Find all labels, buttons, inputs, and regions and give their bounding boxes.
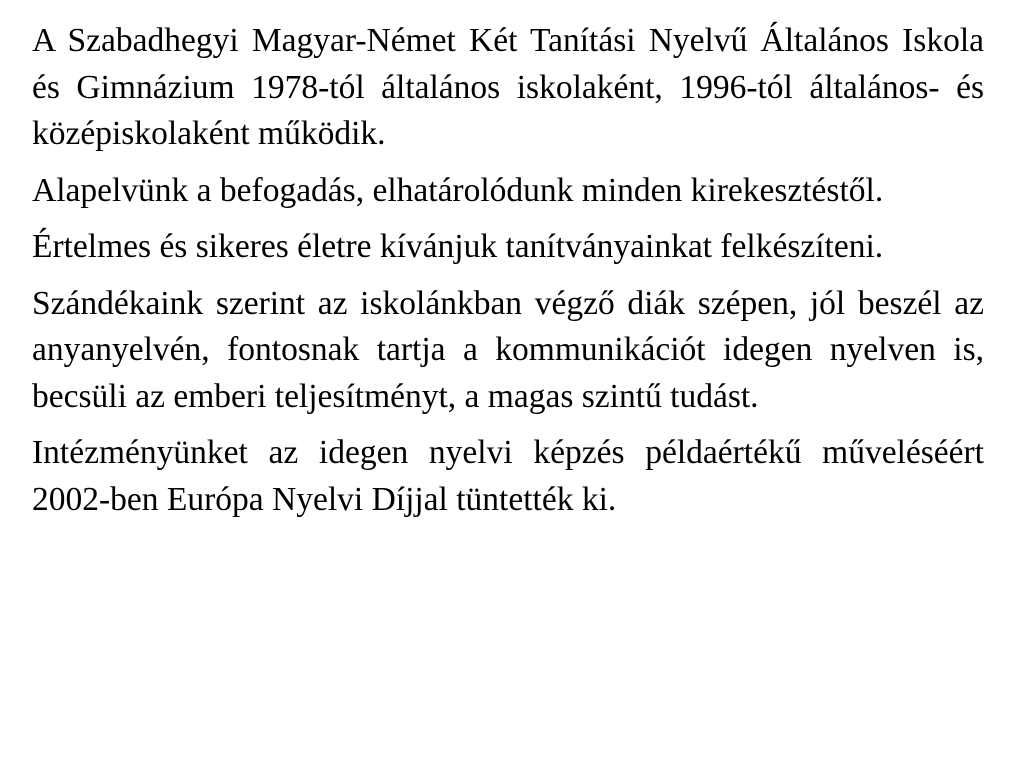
paragraph-preparation: Értelmes és sikeres életre kívánjuk tanítványainkat felkészíteni. (32, 228, 884, 265)
paragraph-school-history: A Szabadhegyi Magyar-Német Két Tanítási Nyelvű Általános Iskola és Gimnázium 1978-tól általános iskolaként, 1996-tól általános- és középiskolaként működik. (32, 22, 984, 152)
paragraph-award: Intézményünket az idegen nyelvi képzés példaértékű műveléséért 2002-ben Európa Nyelvi Díjjal tüntették ki. (32, 434, 984, 518)
slide-text-body (32, 18, 984, 533)
paragraph-intentions: Szándékaink szerint az iskolánkban végző diák szépen, jól beszél az anyanyelvén, fontosnak tartja a kommunikációt idegen nyelven is, becsüli az emberi teljesítményt, a magas szintű tudást. (32, 284, 984, 415)
paragraph-principle: Alapelvünk a befogadás, elhatárolódunk minden kirekesztéstől. (32, 171, 884, 209)
